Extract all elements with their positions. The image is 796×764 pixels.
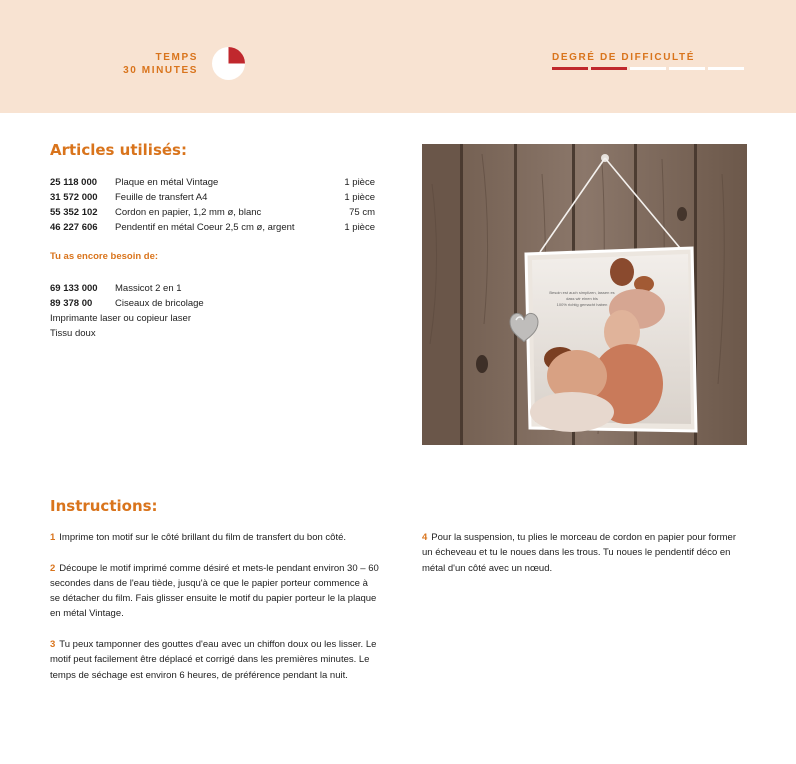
difficulty-bar	[552, 67, 588, 70]
clock-fill	[229, 47, 246, 64]
clock-icon	[212, 47, 245, 80]
step-text: Pour la suspension, tu plies le morceau de cordon en papier pour former un écheveau et tu le noues dans les trous. Tu noues le pendentif déco en métal d'un côté avec un nœud.	[422, 532, 736, 574]
plaque-text: 100% richtig gemacht haben	[556, 302, 608, 307]
step-text: Découpe le motif imprimé comme désiré et mets-le pendant environ 30 – 60 secondes dans de l'eau tiède, jusqu'à ce que le papier porteur commence à se détacher du film. Fais glisser ensuite le motif du papier porteur le la plaque en métal Vintage.	[50, 562, 379, 620]
difficulty-bar	[708, 67, 744, 70]
plaque-text: dass wir einen bis	[566, 296, 598, 301]
article-row	[50, 220, 375, 235]
difficulty-bars	[552, 67, 748, 70]
article-qty: 1 pièce	[344, 177, 375, 188]
header-band	[0, 0, 796, 113]
article-qty: 1 pièce	[344, 222, 375, 233]
need-name: Massicot 2 en 1	[115, 283, 182, 294]
time-value: 30 MINUTES	[123, 65, 198, 76]
plaque-text: Besoin est auch simplizen, lassen es	[549, 290, 615, 295]
article-name: Plaque en métal Vintage	[115, 177, 219, 188]
need-row	[50, 296, 375, 311]
need-row	[50, 326, 375, 341]
instruction-step	[50, 561, 380, 622]
need-name: Ciseaux de bricolage	[115, 298, 204, 309]
article-name: Cordon en papier, 1,2 mm ø, blanc	[115, 207, 262, 218]
need-list	[50, 281, 375, 341]
need-code: 89 378 00	[50, 298, 93, 309]
articles-title: Articles utilisés:	[50, 141, 187, 159]
step-number: 1	[50, 532, 56, 543]
article-code: 25 118 000	[50, 177, 98, 188]
need-name: Imprimante laser ou copieur laser	[50, 313, 191, 324]
article-qty: 1 pièce	[344, 192, 375, 203]
need-code: 69 133 000	[50, 283, 98, 294]
instruction-step	[422, 530, 748, 576]
product-photo	[422, 144, 747, 445]
difficulty-rating	[552, 51, 748, 64]
instructions-left-column	[50, 530, 380, 698]
article-row	[50, 190, 375, 205]
need-row	[50, 281, 375, 296]
article-code: 31 572 000	[50, 192, 98, 203]
time-label: TEMPS	[155, 52, 198, 63]
step-text: Imprime ton motif sur le côté brillant du film de transfert du bon côté.	[59, 532, 347, 543]
need-row	[50, 311, 375, 326]
difficulty-bar	[630, 67, 666, 70]
article-code: 46 227 606	[50, 222, 98, 233]
time-info	[96, 51, 198, 77]
article-qty: 75 cm	[349, 207, 375, 218]
step-number: 3	[50, 639, 56, 651]
instruction-step	[50, 530, 380, 545]
difficulty-bar	[591, 67, 627, 70]
instructions-right-column	[422, 530, 748, 591]
step-number: 4	[422, 532, 428, 543]
article-name: Pendentif en métal Coeur 2,5 cm ø, argent	[115, 222, 295, 233]
step-text: Tu peux tamponner des gouttes d'eau avec un chiffon doux ou les lisser. Le motif peut facilement être déplacé et corrigé dans les premières minutes. Le temps de séchage est environ 6 heures, de préférence pendant la nuit.	[50, 639, 377, 681]
article-code: 55 352 102	[50, 207, 98, 218]
instruction-step	[50, 637, 380, 683]
difficulty-bar	[669, 67, 705, 70]
article-row	[50, 205, 375, 220]
article-row	[50, 175, 375, 190]
need-title: Tu as encore besoin de:	[50, 251, 159, 262]
step-number: 2	[50, 562, 56, 574]
difficulty-label: DEGRÉ DE DIFFICULTÉ	[552, 52, 695, 63]
need-name: Tissu doux	[50, 328, 96, 339]
instructions-title: Instructions:	[50, 497, 158, 515]
article-name: Feuille de transfert A4	[115, 192, 208, 203]
articles-list	[50, 175, 375, 235]
